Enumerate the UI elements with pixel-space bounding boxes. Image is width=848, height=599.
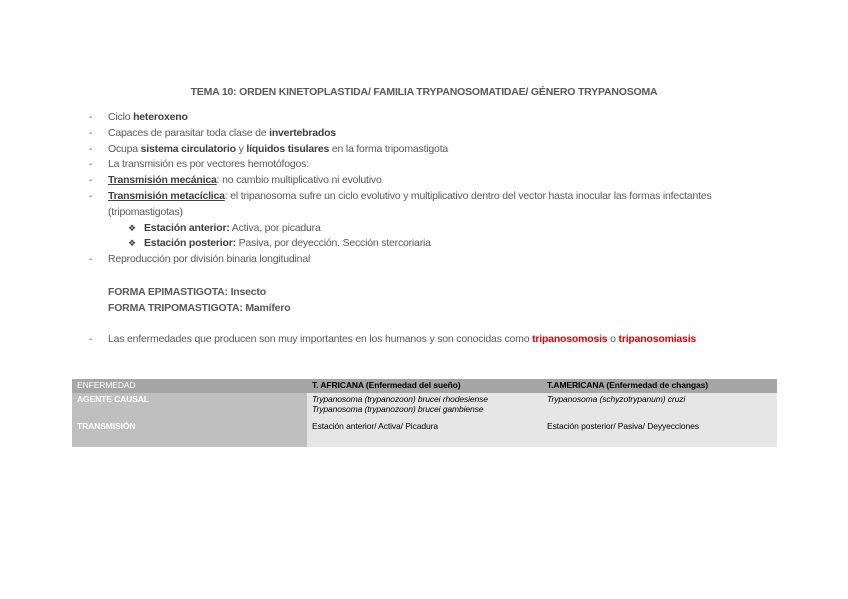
bullet-ocupa: Ocupa sistema circulatorio y líquidos tisulares en la forma tripomastigota (108, 143, 449, 155)
bullet-dash: - (89, 127, 93, 139)
bullet-dash: - (89, 174, 93, 186)
cell-transmision-americana: Estación posterior/ Pasiva/ Deyyecciones (542, 420, 777, 447)
table-header-row (72, 379, 777, 393)
diamond-bullet-icon: ❖ (128, 238, 137, 248)
bullet-mecanica: Transmisión mecánica: no cambio multiplicativo ni evolutivo (108, 174, 382, 186)
row-label-transmision: TRANSMISIÓN (72, 420, 307, 447)
forma-tripomastigota: FORMA TRIPOMASTIGOTA: Mamífero (108, 302, 291, 314)
bullet-metaciclica-cont: (tripomastigotas) (108, 206, 183, 218)
row-label-agente: AGENTE CAUSAL (72, 393, 307, 420)
bullet-enfermedades: Las enfermedades que producen son muy importantes en los humanos y son conocidas como tripanosomosis o tripanosomiasis (108, 333, 697, 345)
cell-agente-africana (307, 393, 542, 420)
header-africana: T. AFRICANA (Enfermedad del sueño) (307, 379, 542, 393)
bullet-transmision: La transmisión es por vectores hemotófogos: (108, 158, 309, 170)
bullet-metaciclica: Transmisión metacíclica: el tripanosoma sufre un ciclo evolutivo y multiplicativo dentro del vector hasta inocular las formas infectantes (108, 190, 712, 202)
bullet-dash: - (89, 111, 93, 123)
cell-agente-americana: Trypanosoma (schyzotrypanum) cruzi (542, 393, 777, 420)
bullet-capaces: Capaces de parasitar toda clase de invertebrados (108, 127, 336, 139)
cell-transmision-africana: Estación anterior/ Activa/ Picadura (307, 420, 542, 447)
agente-gambiense: Trypanosoma (trypanozoon) brucei gambiense (312, 404, 484, 414)
bullet-dash: - (89, 143, 93, 155)
bullet-dash: - (89, 158, 93, 170)
table-row (72, 420, 777, 447)
sub-bullet-posterior: Estación posterior: Pasiva, por deyección. Sección stercoriaria (144, 237, 431, 249)
disease-table (72, 379, 777, 447)
diamond-bullet-icon: ❖ (128, 223, 137, 233)
agente-rhodesiense: Trypanosoma (trypanozoon) brucei rhodesiense (312, 394, 488, 404)
forma-epimastigota: FORMA EPIMASTIGOTA: Insecto (108, 286, 266, 298)
bullet-dash: - (89, 333, 93, 345)
header-enfermedad: ENFERMEDAD (72, 379, 307, 393)
document-title: TEMA 10: ORDEN KINETOPLASTIDA/ FAMILIA TRYPANOSOMATIDAE/ GÉNERO TRYPANOSOMA (190, 86, 658, 98)
sub-bullet-anterior: Estación anterior: Activa, por picadura (144, 222, 321, 234)
header-americana: T.AMERICANA (Enfermedad de changas) (542, 379, 777, 393)
bullet-dash: - (89, 190, 93, 202)
bullet-ciclo: Ciclo heteroxeno (108, 111, 188, 123)
bullet-reproduccion: Reproducción por división binaria longitudinal (108, 253, 311, 265)
table-row (72, 393, 777, 420)
bullet-dash: - (89, 253, 93, 265)
